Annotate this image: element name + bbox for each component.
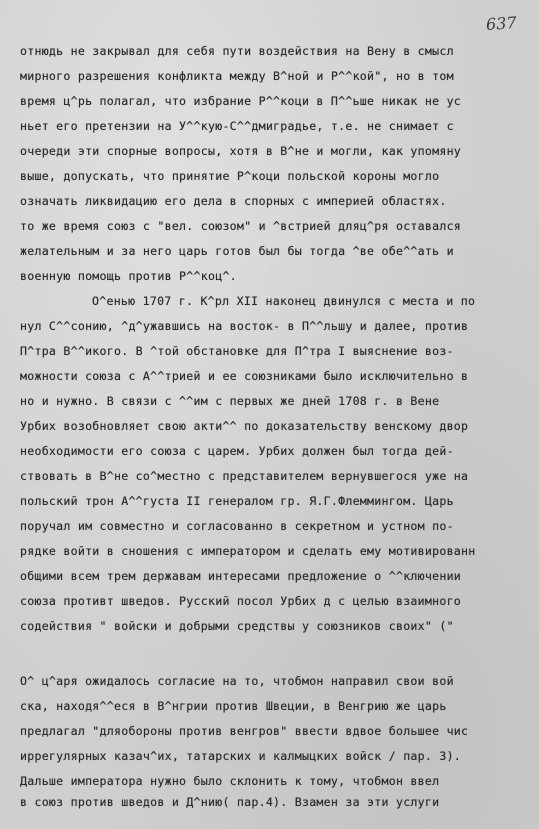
text-line: содействия " войски и добрыми средствы у союзников своих" ("	[20, 619, 454, 633]
text-line: нул С^^сонию, ^д^ужавшись на восток- в П^^льшу и далее, против	[20, 319, 469, 333]
text-line: иррегулярных казач^их, татарских и калмыцких войск / пар. 3).	[20, 749, 462, 763]
text-line: время ц^рь полагал, что избрание Р^^коци в П^^ьше никак не ус	[20, 94, 462, 108]
text-line: выше, допускать, что принятие Р^коци польской короны могло	[20, 169, 440, 183]
text-line: П^тра В^^икого. В ^той обстановке для П^тра I выяснение воз-	[20, 344, 454, 358]
text-line: в союз против шведов и Д^нию( пар.4). Взамен за эти услуги	[20, 795, 440, 809]
text-line: очереди эти спорные вопросы, хотя в В^не и могли, как упомяну	[20, 144, 462, 158]
text-line: союза противт шведов. Русский посол Урбих д с целью взаимного	[20, 594, 462, 608]
text-line: О^енью 1707 г. К^рл XII наконец двинулся с места и по	[92, 294, 476, 308]
text-line: то же время союз с "вел. союзом" и ^встрией дляц^ря оставался	[20, 219, 462, 233]
text-line: ствовать в В^не со^местно с представителем вернувшегося уже на	[20, 469, 469, 483]
text-line: можности союза с А^^трией и ее союзниками было исключительно в	[20, 369, 469, 383]
text-line: желательным и за него царь готов был бы тогда ^ве обе^^ать и	[20, 244, 454, 258]
text-line: означать ликвидацию его дела в спорных с империей областях.	[20, 194, 447, 208]
text-line: военную помощь против Р^^коц^.	[20, 269, 237, 283]
text-line: Дальше императора нужно было склонить к тому, чтобмон ввел	[20, 774, 440, 788]
text-line: Урбих возобновляет свою акти^^ по доказательству венскому двор	[20, 419, 469, 433]
text-line: польский трон А^^густа II генералом гр. Я.Г.Флеммингом. Царь	[20, 494, 454, 508]
page-number: 637	[485, 12, 518, 35]
text-line: но и нужно. В связи с ^^им с первых же дней 1708 г. в Вене	[20, 394, 440, 408]
text-line: ньет его претензии на У^^кую-С^^дмиградье, т.е. не снимает с	[20, 119, 454, 133]
text-line: необходимости его союза с царем. Урбих должен был тогда дей-	[20, 444, 454, 458]
text-line: ска, находя^^еся в В^нгрии против Швеции, в Венгрию же царь	[20, 699, 447, 713]
text-line: мирного разрешения конфликта между В^ной и Р^^кой", но в том	[20, 69, 454, 83]
text-line: О^ ц^аря ожидалось согласие на то, чтобмон направил свои вой	[20, 674, 454, 688]
text-line: отнюдь не закрывал для себя пути воздействия на Вену в смысл	[20, 44, 454, 58]
text-line: общими всем трем державам интересами предложение о ^^ключении	[20, 569, 462, 583]
text-line: поручал им совместно и согласованно в секретном и устном по-	[20, 519, 454, 533]
text-line: рядке войти в сношения с императором и сделать ему мотивированн	[20, 544, 476, 558]
text-line: предлагал "дляобороны против венгров" ввести вдвое большее чис	[20, 724, 469, 738]
